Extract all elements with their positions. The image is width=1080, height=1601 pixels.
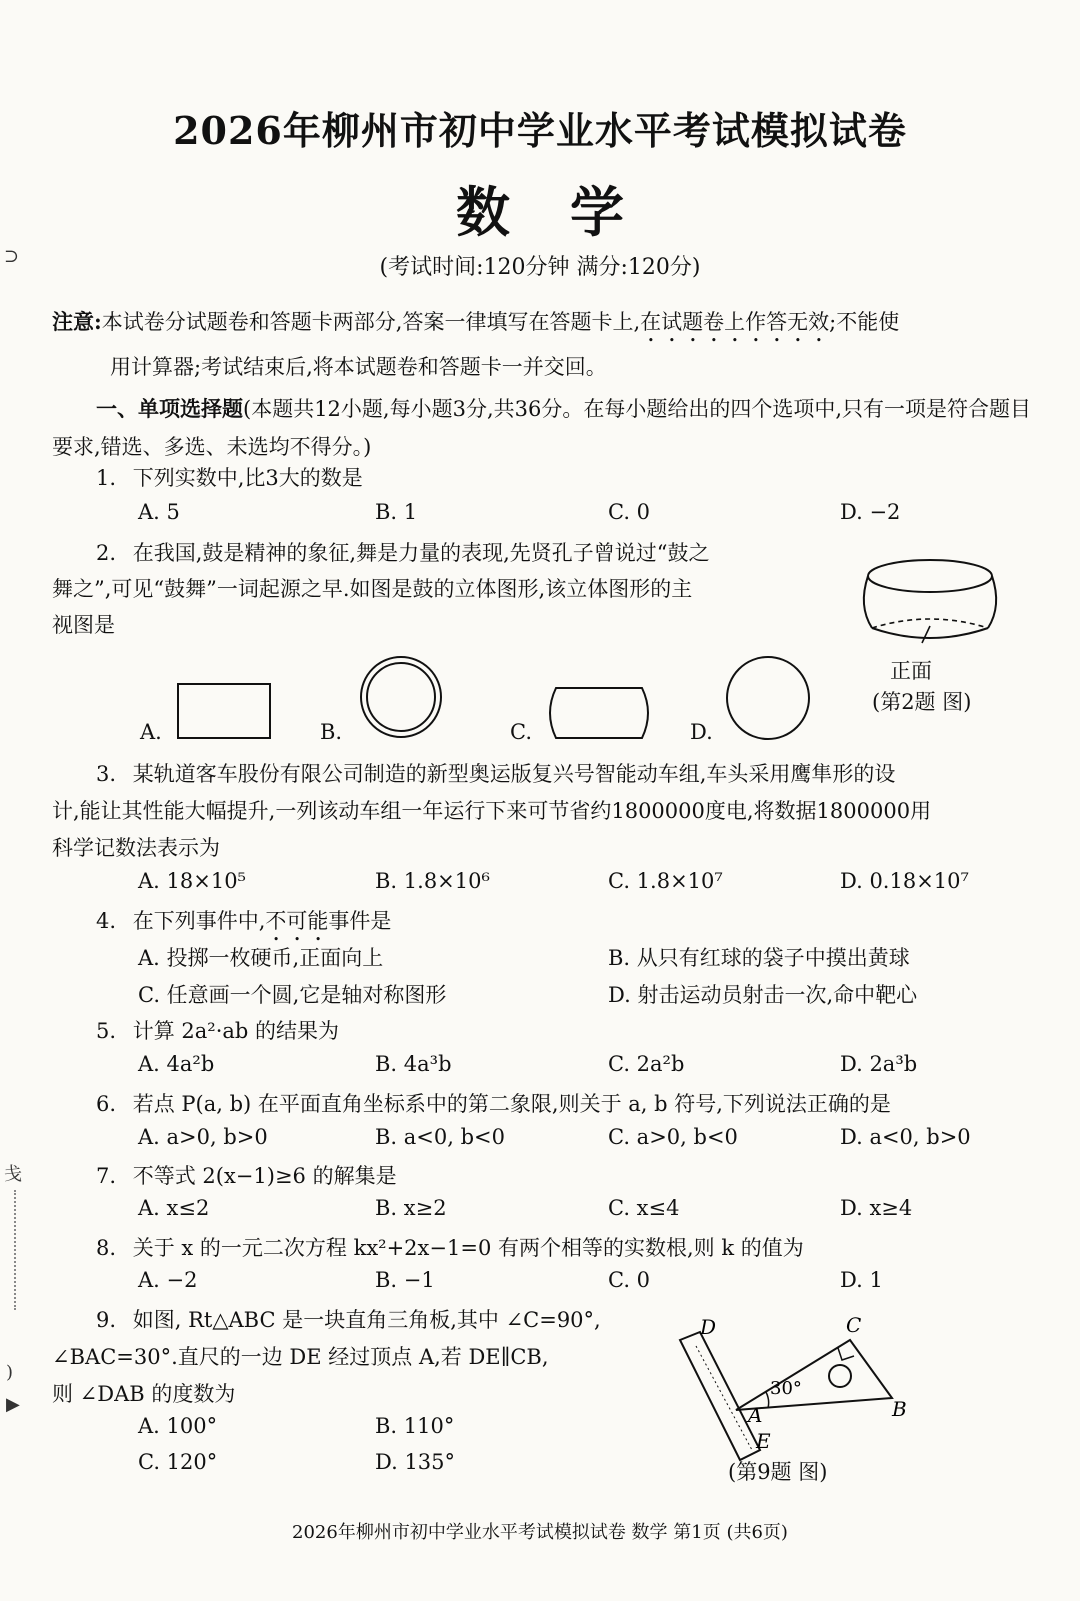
q5-option-d: D. 2a³b — [840, 1052, 918, 1076]
question-9 — [96, 1304, 601, 1334]
q9-option-b: B. 110° — [375, 1414, 455, 1438]
q2-option-d-label: D. — [690, 720, 713, 744]
q8-option-d: D. 1 — [840, 1268, 883, 1292]
q8-option-a: A. −2 — [138, 1268, 198, 1292]
q6-option-b: B. a<0, b<0 — [375, 1125, 506, 1149]
label-angle: 30° — [770, 1378, 802, 1399]
q4-stem-emphasis: 不可能 — [265, 909, 329, 933]
q6-num: 6. — [96, 1092, 117, 1116]
q7-stem: 不等式 2(x−1)≥6 的解集是 — [132, 1164, 397, 1188]
q8-stem: 关于 x 的一元二次方程 kx²+2x−1=0 有两个相等的实数根,则 k 的值为 — [132, 1236, 804, 1260]
notice-text-c: ;不能使 — [829, 310, 900, 334]
q1-num: 1. — [96, 466, 117, 490]
q5-option-a: A. 4a²b — [138, 1052, 215, 1076]
q3-stem-line3: 科学记数法表示为 — [52, 836, 220, 860]
q7-option-c: C. x≤4 — [608, 1196, 680, 1220]
question-8 — [96, 1232, 804, 1262]
notice — [52, 302, 1042, 387]
q9-figure-caption: (第9题 图) — [728, 1460, 828, 1484]
ruler-shape — [680, 1332, 763, 1460]
q1-stem: 下列实数中,比3大的数是 — [132, 466, 363, 490]
q9-num: 9. — [96, 1308, 117, 1332]
q1-option-a: A. 5 — [138, 500, 180, 524]
q5-option-b: B. 4a³b — [375, 1052, 452, 1076]
q2-option-a-shape — [176, 682, 272, 740]
q6-option-c: C. a>0, b<0 — [608, 1125, 738, 1149]
q6-option-a: A. a>0, b>0 — [138, 1125, 268, 1149]
page-footer: 2026年柳州市初中学业水平考试模拟试卷 数学 第1页 (共6页) — [292, 1522, 788, 1543]
question-5 — [96, 1015, 339, 1045]
q9-stem-line2: ∠BAC=30°.直尺的一边 DE 经过顶点 A,若 DE∥CB, — [52, 1345, 549, 1369]
margin-mark-3: ) — [6, 1362, 14, 1383]
q9-option-d: D. 135° — [375, 1450, 456, 1474]
q8-option-b: B. −1 — [375, 1268, 435, 1292]
label-a: A — [748, 1403, 763, 1427]
q7-option-a: A. x≤2 — [138, 1196, 210, 1220]
notice-label: 注意: — [52, 309, 102, 334]
q2-figure-label: 正面 — [890, 659, 932, 683]
q3-option-c: C. 1.8×10⁷ — [608, 869, 723, 893]
q3-stem-line2: 计,能让其性能大幅提升,一列该动车组一年运行下来可节省约1800000度电,将数据1800000用 — [52, 799, 932, 823]
margin-mark-4: ▶ — [6, 1394, 20, 1415]
notice-text-a: 本试卷分试题卷和答题卡两部分,答案一律填写在答题卡上, — [101, 310, 641, 334]
q6-option-d: D. a<0, b>0 — [840, 1125, 971, 1149]
q5-stem: 计算 2a²·ab 的结果为 — [132, 1019, 340, 1043]
triangle-shape — [736, 1340, 892, 1410]
question-4 — [96, 905, 391, 946]
q4-option-b: B. 从只有红球的袋子中摸出黄球 — [608, 946, 910, 970]
q2-stem-line2: 舞之”,可见“鼓舞”一词起源之早.如图是鼓的立体图形,该立体图形的主 — [52, 577, 693, 601]
subject-title: 数学 — [456, 180, 684, 244]
q3-num: 3. — [96, 762, 117, 786]
q2-option-b-label: B. — [320, 720, 343, 744]
q7-option-b: B. x≥2 — [375, 1196, 447, 1220]
q2-option-a-label: A. — [140, 720, 162, 744]
q2-option-c-shape — [544, 685, 654, 741]
notice-text-emphasis: 在试题卷上作答无效 — [640, 310, 830, 334]
label-e: E — [756, 1429, 771, 1453]
drum-figure — [850, 548, 1010, 648]
q9-option-c: C. 120° — [138, 1450, 218, 1474]
q4-option-d: D. 射击运动员射击一次,命中靶心 — [608, 983, 918, 1007]
q1-option-d: D. −2 — [840, 500, 901, 524]
q9-option-a: A. 100° — [138, 1414, 218, 1438]
notice-text-d: 用计算器;考试结束后,将本试题卷和答题卡一并交回。 — [110, 355, 607, 379]
section-heading — [52, 390, 1042, 466]
q1-option-c: C. 0 — [608, 500, 651, 524]
q2-option-b-shape — [358, 654, 444, 740]
label-c: C — [846, 1313, 862, 1337]
q5-option-c: C. 2a²b — [608, 1052, 685, 1076]
q4-stem-a: 在下列事件中, — [132, 909, 266, 933]
q2-figure-caption: (第2题 图) — [872, 690, 972, 714]
margin-mark-1: ⊃ — [4, 246, 20, 267]
margin-dash-line — [14, 1190, 16, 1310]
q3-stem-line1: 某轨道客车股份有限公司制造的新型奥运版复兴号智能动车组,车头采用鹰隼形的设 — [132, 762, 896, 786]
exam-info: (考试时间:120分钟 满分:120分) — [379, 255, 701, 280]
q9-figure — [670, 1310, 930, 1480]
q2-stem-line3: 视图是 — [52, 613, 115, 637]
q4-stem-c: 事件是 — [328, 909, 392, 933]
section-desc: (本题共12小题,每小题3分,共36分。在每小题给出的四个选项中,只有一项是符合题目要求,错选、多选、未选均不得分。) — [52, 397, 1032, 459]
q8-option-c: C. 0 — [608, 1268, 651, 1292]
question-1 — [96, 462, 363, 492]
q9-stem-line3: 则 ∠DAB 的度数为 — [52, 1382, 236, 1406]
q7-option-d: D. x≥4 — [840, 1196, 913, 1220]
q7-num: 7. — [96, 1164, 117, 1188]
q3-option-d: D. 0.18×10⁷ — [840, 869, 969, 893]
question-2 — [96, 537, 710, 567]
q8-num: 8. — [96, 1236, 117, 1260]
q9-stem-line1: 如图, Rt△ABC 是一块直角三角板,其中 ∠C=90°, — [132, 1308, 601, 1332]
question-3 — [96, 758, 895, 788]
margin-mark-2: 戋 — [4, 1164, 22, 1185]
label-b: B — [892, 1397, 907, 1421]
q4-option-c: C. 任意画一个圆,它是轴对称图形 — [138, 983, 447, 1007]
question-7 — [96, 1160, 397, 1190]
question-6 — [96, 1088, 891, 1118]
q6-stem: 若点 P(a, b) 在平面直角坐标系中的第二象限,则关于 a, b 符号,下列说法正确的是 — [132, 1092, 891, 1116]
q2-stem-line1: 在我国,鼓是精神的象征,舞是力量的表现,先贤孔子曾说过“鼓之 — [132, 541, 710, 565]
q2-num: 2. — [96, 541, 117, 565]
q4-option-a: A. 投掷一枚硬币,正面向上 — [138, 946, 384, 970]
q3-option-b: B. 1.8×10⁶ — [375, 869, 490, 893]
q5-num: 5. — [96, 1019, 117, 1043]
q4-num: 4. — [96, 909, 117, 933]
label-d: D — [700, 1315, 717, 1339]
q1-option-b: B. 1 — [375, 500, 418, 524]
q2-option-c-label: C. — [510, 720, 532, 744]
q2-option-d-shape — [724, 654, 812, 742]
paper-title: 2026年柳州市初中学业水平考试模拟试卷 — [173, 108, 907, 153]
section-title: 一、单项选择题 — [96, 396, 243, 421]
q3-option-a: A. 18×10⁵ — [138, 869, 246, 893]
